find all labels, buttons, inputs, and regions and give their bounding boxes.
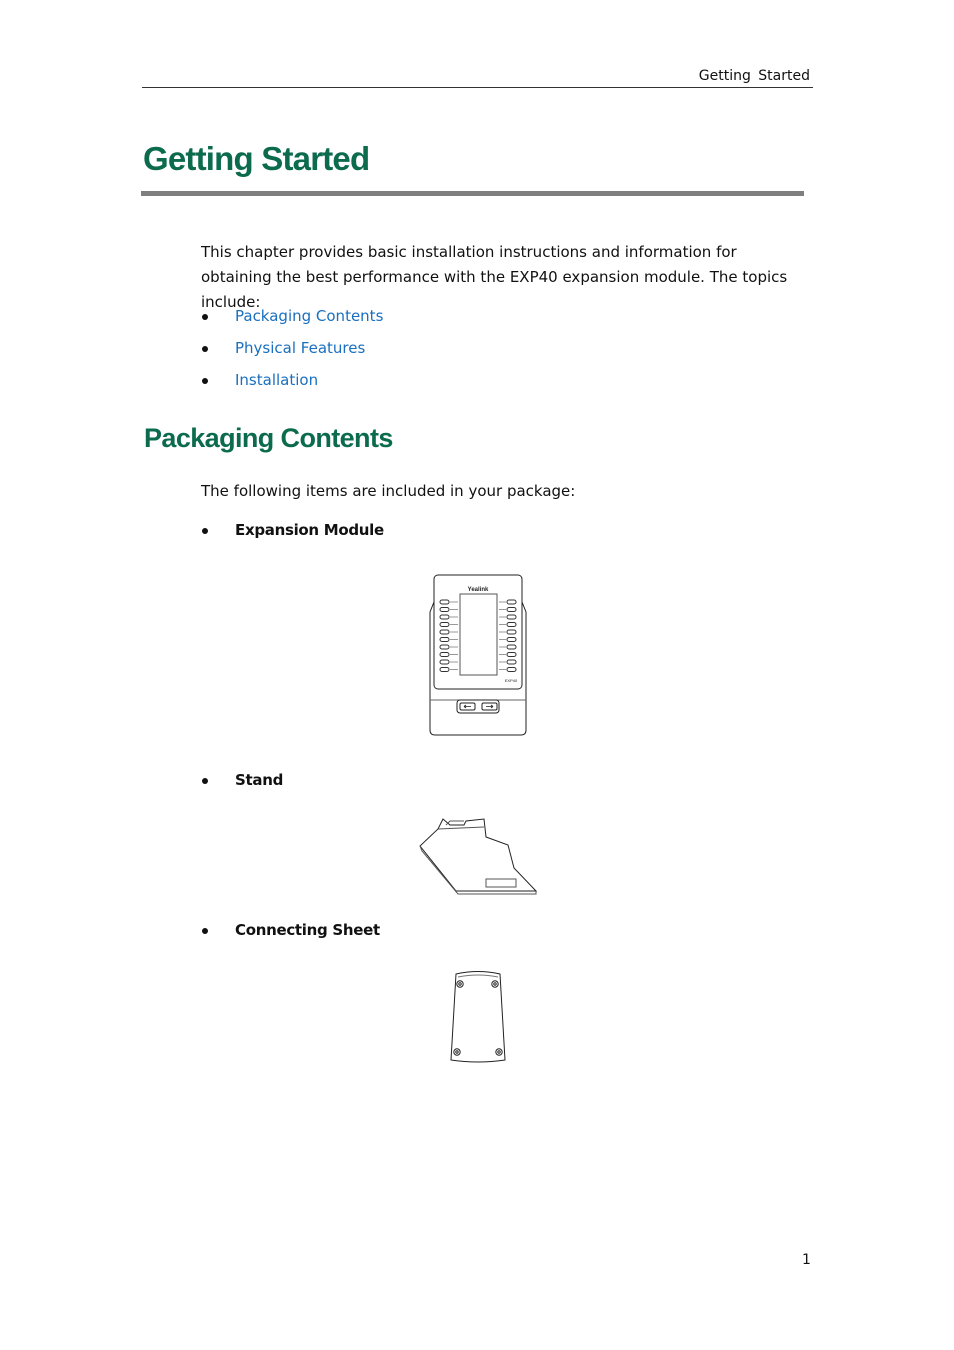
bullet-icon [202, 778, 208, 784]
bullet-icon [202, 346, 208, 352]
bullet-icon [202, 378, 208, 384]
item-label-expansion-module: Expansion Module [235, 521, 384, 539]
bullet-icon [202, 928, 208, 934]
bullet-icon [202, 528, 208, 534]
title-rule [141, 191, 804, 196]
bullet-icon [202, 314, 208, 320]
chapter-title: Getting Started [143, 140, 370, 177]
list-item [201, 771, 601, 791]
expansion-module-illustration [425, 572, 531, 739]
section-lead-in: The following items are included in your package: [201, 482, 576, 500]
connecting-sheet-illustration [446, 968, 510, 1066]
chapter-intro: This chapter provides basic installation instructions and information for obtaining the best performance with the EXP40 expansion module. The topics include: [201, 243, 788, 311]
item-label-connecting-sheet: Connecting Sheet [235, 921, 380, 939]
model-text: EXP40 [504, 678, 518, 683]
item-label-stand: Stand [235, 771, 284, 789]
topic-link-physical-features[interactable]: Physical Features [235, 339, 366, 357]
list-item [201, 921, 601, 941]
topic-link-installation[interactable]: Installation [235, 371, 319, 389]
section-title: Packaging Contents [144, 423, 393, 453]
topic-link-packaging-contents[interactable]: Packaging Contents [235, 307, 384, 325]
list-item [201, 521, 601, 541]
page-number: 1 [802, 1252, 811, 1268]
running-header-title: Getting Started [698, 68, 810, 84]
stand-illustration [416, 815, 540, 895]
brand-text: Yealink [467, 587, 489, 593]
running-header [142, 68, 813, 88]
